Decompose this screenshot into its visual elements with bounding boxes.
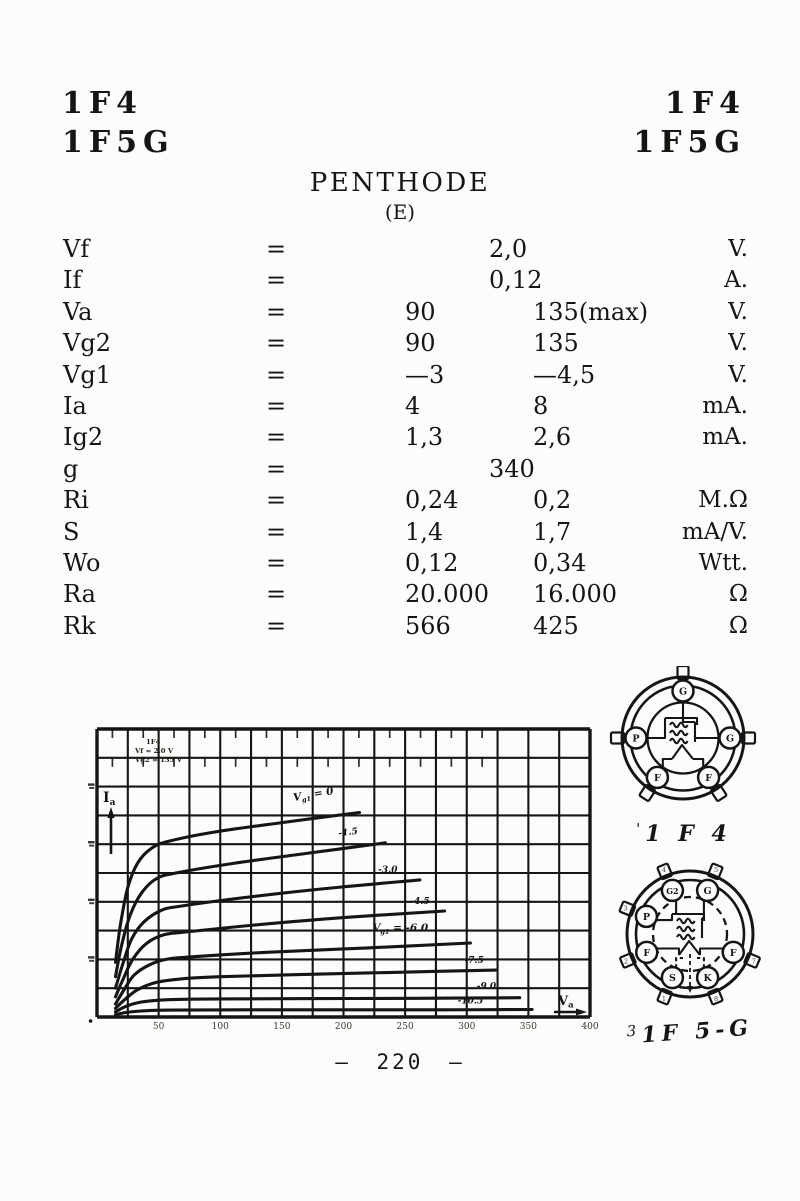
pin-lead — [695, 736, 720, 738]
pin-label-f: F — [643, 947, 651, 959]
curve-label: -4.5 — [410, 897, 430, 908]
spec-row-Ig2 — [0, 422, 800, 453]
unit-label: V. — [728, 236, 748, 262]
equals-sign: = — [266, 297, 287, 326]
socket-caption-text: 1 F 4 — [645, 821, 732, 847]
y-tick-smudge — [88, 841, 95, 843]
unit-label: V. — [728, 330, 748, 357]
x-axis-arrowhead — [576, 1009, 587, 1016]
key-arrow — [687, 986, 693, 993]
equals-sign: = — [266, 486, 287, 515]
curve-label: -10.5 — [457, 996, 484, 1007]
equals-sign: = — [266, 454, 287, 483]
value-condition-1: 0,12 — [405, 548, 459, 577]
spec-row-Ri — [0, 485, 800, 516]
ink-mark: 3 — [626, 1021, 637, 1041]
value-condition-1: 566 — [405, 611, 451, 640]
equals-sign: = — [266, 548, 287, 577]
tube-code-1f5g: 1F5G — [62, 125, 175, 160]
y-tick-smudge — [89, 960, 94, 962]
unit-label: Ω — [728, 581, 748, 608]
socket-drawing-1f5g — [611, 858, 769, 1012]
y-tick-smudge — [88, 956, 95, 958]
unit-label: Wtt. — [698, 549, 748, 576]
pin-lead — [697, 958, 704, 968]
unit-label: mA/V. — [681, 518, 748, 545]
pin-label-g: G — [703, 885, 712, 897]
spec-row-S — [0, 517, 800, 548]
x-tick-label: 400 — [581, 1022, 599, 1032]
tube-code-1f5g: 1F5G — [633, 125, 746, 160]
value-condition-1: 4 — [405, 391, 421, 420]
unit-label: V. — [728, 361, 748, 388]
x-tick-label: 350 — [519, 1022, 537, 1032]
param-label: Vg1 — [63, 360, 111, 389]
param-label: Ri — [63, 486, 89, 515]
curve-vg1-10-5 — [115, 1010, 532, 1015]
socket-diagram-1f5g — [611, 858, 769, 1049]
equals-sign: = — [266, 580, 287, 609]
pin-lead — [700, 949, 724, 956]
y-axis-label: Ia — [103, 790, 116, 808]
internal-electrode-schematic — [665, 718, 697, 759]
unit-label: mA. — [702, 424, 748, 451]
x-tick-label: 150 — [273, 1022, 291, 1032]
spec-table — [0, 234, 800, 642]
equals-sign: = — [266, 266, 287, 295]
tube-codes-left — [62, 84, 175, 162]
value-common: 0,12 — [489, 266, 543, 295]
curve-label: -1.5 — [337, 826, 359, 840]
curve-label: -9.0 — [476, 982, 497, 993]
value-condition-2: 135(max) — [533, 297, 649, 326]
socket-caption-1f4 — [608, 820, 760, 847]
envelope-circle — [653, 897, 727, 971]
x-axis-label: $V_a$ — [558, 994, 574, 1011]
socket-diagram-1f4 — [608, 666, 760, 847]
chart-inset-line: Vf = 2.0 V — [135, 747, 174, 755]
param-label: S — [63, 517, 80, 546]
page-number: — 220 — — [335, 1050, 465, 1074]
param-label: Ia — [63, 391, 87, 420]
value-condition-1: 20.000 — [405, 580, 489, 609]
value-condition-2: 8 — [533, 391, 549, 420]
pin-number: 5 — [713, 865, 719, 874]
spec-row-Wo — [0, 548, 800, 579]
param-label: Ra — [63, 580, 96, 609]
pin-label-g2: G2 — [666, 885, 679, 896]
value-condition-2: 1,7 — [533, 517, 572, 546]
value-condition-1: 1,3 — [405, 423, 444, 452]
pin-number: 8 — [713, 994, 719, 1003]
spec-row-Rk — [0, 611, 800, 642]
value-condition-1: —3 — [405, 360, 445, 389]
param-label: Ig2 — [63, 423, 104, 452]
value-condition-2: 0,34 — [533, 548, 587, 577]
page-subtitle: (E) — [384, 200, 416, 224]
y-tick-smudge — [88, 899, 95, 901]
tube-code-1f4: 1F4 — [664, 86, 746, 121]
spec-row-Va — [0, 297, 800, 328]
equals-sign: = — [266, 423, 287, 452]
y-tick-smudge — [89, 902, 94, 904]
pin-number: 3 — [623, 904, 628, 913]
ia-va-curves — [88, 716, 603, 1038]
pin-label-g: G — [678, 686, 688, 698]
equals-sign: = — [266, 360, 287, 389]
unit-label: Ω — [728, 612, 748, 639]
curve-label: -7.5 — [464, 955, 484, 966]
spec-row-Ra — [0, 579, 800, 610]
value-condition-1: 1,4 — [405, 517, 444, 546]
pin-number: 4 — [661, 865, 667, 874]
tube-code-1f4: 1F4 — [62, 86, 144, 121]
param-label: Vg2 — [63, 329, 111, 358]
pin-number: 1 — [661, 994, 667, 1003]
pin-label-f: F — [654, 772, 661, 784]
spec-row-Vg1 — [0, 360, 800, 391]
anode-characteristics-chart — [88, 716, 603, 1042]
unit-label: V. — [728, 298, 748, 325]
value-condition-1: 90 — [405, 329, 436, 358]
param-label: Wo — [63, 548, 101, 577]
pin-lead — [676, 900, 684, 914]
value-common: 340 — [489, 454, 535, 483]
x-tick-label: 100 — [211, 1022, 229, 1032]
pin-label-k: K — [703, 972, 712, 984]
param-label: Vf — [63, 235, 90, 263]
pin-number: 2 — [623, 957, 629, 966]
curve-label: $V_{g1} = 0$ — [292, 785, 335, 805]
pin-label-p: P — [642, 911, 651, 923]
y-tick-smudge — [88, 783, 95, 785]
value-condition-2: 135 — [533, 329, 579, 358]
spec-row-Vf — [0, 234, 800, 265]
ink-mark: ' — [636, 820, 641, 838]
param-label: Rk — [63, 611, 96, 640]
pin-label-s: S — [668, 972, 676, 984]
pin-lead — [702, 900, 704, 918]
pin-label-g: G — [725, 733, 735, 745]
x-tick-label: 200 — [334, 1022, 353, 1032]
unit-label: A. — [724, 267, 748, 294]
equals-sign: = — [266, 517, 287, 546]
pin-label-f: F — [705, 772, 712, 784]
value-condition-2: 0,2 — [533, 486, 572, 515]
pin-lead — [676, 958, 683, 968]
pin-label-p: P — [632, 733, 640, 745]
socket-caption-text: 1F 5-G — [640, 1014, 754, 1049]
x-tick-label: 250 — [396, 1022, 414, 1032]
equals-sign: = — [266, 611, 287, 640]
spec-row-g — [0, 454, 800, 485]
y-tick-smudge — [89, 787, 94, 789]
spec-row-If — [0, 265, 800, 296]
socket-caption-1f5g — [610, 1013, 769, 1051]
value-condition-2: 2,6 — [533, 423, 572, 452]
param-label: Va — [63, 297, 93, 326]
value-condition-2: 16.000 — [533, 580, 617, 609]
spec-row-Ia — [0, 391, 800, 422]
x-tick-label: 50 — [152, 1022, 165, 1032]
y-axis-arrowhead — [107, 807, 114, 818]
value-common: 2,0 — [489, 235, 528, 263]
param-label: g — [63, 454, 79, 483]
socket-drawing-1f4 — [608, 666, 760, 814]
equals-sign: = — [266, 391, 287, 420]
origin-mark — [89, 1019, 93, 1023]
chart-inset-line: Vg2 = 135 V — [135, 756, 183, 764]
chart-inset-line: 1F4 — [146, 738, 161, 746]
curve-label: $V_{g1} = -6.0$ — [372, 922, 429, 936]
value-condition-1: 90 — [405, 297, 436, 326]
param-label: If — [63, 266, 82, 295]
equals-sign: = — [266, 329, 287, 358]
unit-label: M.Ω — [698, 487, 748, 514]
value-condition-2: —4,5 — [533, 360, 596, 389]
curve-label: -3.0 — [378, 865, 398, 876]
value-condition-2: 425 — [533, 611, 579, 640]
pin-number: 7 — [751, 957, 757, 966]
pin-lead — [656, 949, 679, 956]
page-title: PENTHODE — [309, 168, 491, 198]
unit-label: mA. — [702, 392, 748, 419]
y-tick-smudge — [89, 845, 94, 847]
equals-sign: = — [266, 235, 287, 263]
tube-codes-right — [633, 84, 746, 162]
x-tick-label: 300 — [458, 1022, 476, 1032]
pin-label-f: F — [729, 947, 737, 959]
value-condition-1: 0,24 — [405, 486, 459, 515]
spec-row-Vg2 — [0, 328, 800, 359]
